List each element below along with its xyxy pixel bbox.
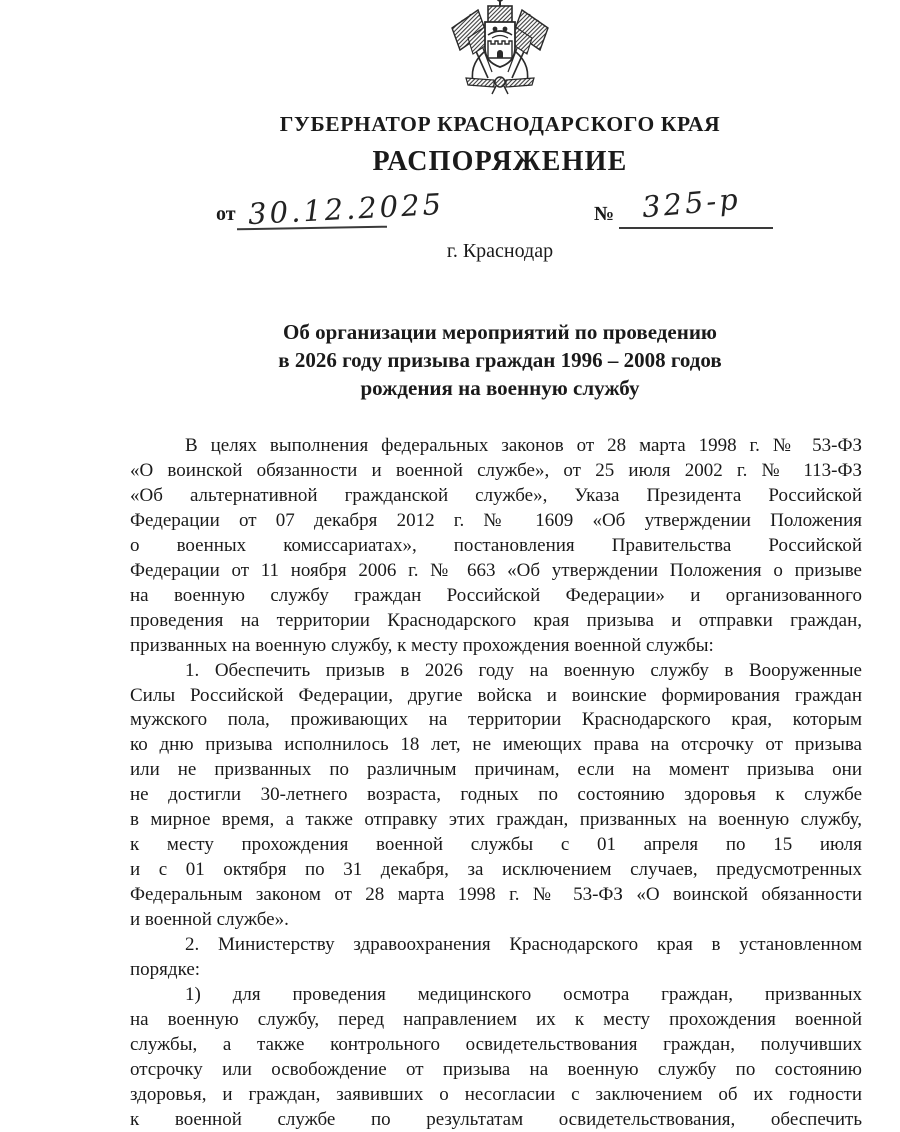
document-title-line: рождения на военную службу bbox=[360, 376, 640, 400]
document-type-heading: РАСПОРЯЖЕНИЕ bbox=[372, 146, 628, 177]
paragraph-2-line-4: ко дню призыва исполнилось 18 лет, не имеющих права на отсрочку от призыва bbox=[130, 734, 862, 756]
paragraph-1-line-2: «О воинской обязанности и военной службе», от 25 июля 2002 г. № 113-ФЗ bbox=[130, 459, 862, 481]
authority-name: ГУБЕРНАТОР КРАСНОДАРСКОГО КРАЯ bbox=[279, 112, 721, 136]
paragraph-2-line-10: Федеральным законом от 28 марта 1998 г. № 53-ФЗ «О воинской обязанности bbox=[130, 884, 862, 906]
coat-of-arms-emblem bbox=[448, 0, 552, 96]
paragraph-2-line-5: или не призванных по различным причинам, если на момент призыва они bbox=[130, 759, 862, 781]
paragraph-2-line-8: к месту прохождения военной службы с 01 апреля по 15 июля bbox=[130, 834, 862, 856]
paragraph-2-line-9: и с 01 октября по 31 декабря, за исключением случаев, предусмотренных bbox=[130, 859, 862, 881]
document-title bbox=[134, 318, 866, 402]
document-title-line: в 2026 году призыва граждан 1996 – 2008 годов bbox=[278, 348, 722, 372]
number-label: № bbox=[594, 203, 615, 225]
paragraph-4-line-6: к военной службе по результатам освидетельствования, обеспечить bbox=[130, 1108, 862, 1130]
paragraph-2-line-6: не достигли 30-летнего возраста, годных по состоянию здоровья к службе bbox=[130, 784, 862, 806]
date-handwritten-value: 30.12.2025 bbox=[247, 186, 445, 232]
paragraph-1-line-6: Федерации от 11 ноября 2006 г. № 663 «Об утверждении Положения о призыве bbox=[130, 559, 862, 581]
paragraph-1-line-3: «Об альтернативной гражданской службе», Указа Президента Российской bbox=[130, 484, 862, 506]
paragraph-1-line-9: призванных на военную службу, к месту прохождения военной службы: bbox=[130, 634, 714, 656]
paragraph-1-line-4: Федерации от 07 декабря 2012 г. № 1609 «Об утверждении Положения bbox=[130, 509, 862, 531]
paragraph-2-line-3: мужского пола, проживающих на территории Краснодарского края, которым bbox=[130, 709, 862, 731]
paragraph-1-line-8: проведения на территории Краснодарского края призыва и отправки граждан, bbox=[130, 609, 862, 631]
paragraph-1-line-7: на военную службу граждан Российской Федерации» и организованного bbox=[130, 584, 862, 606]
paragraph-4-line-4: отсрочку или освобождение от призыва на военную службу по состоянию bbox=[130, 1058, 862, 1080]
paragraph-1-line-1: В целях выполнения федеральных законов от 28 марта 1998 г. № 53-ФЗ bbox=[185, 435, 862, 456]
paragraph-3-line-2: порядке: bbox=[130, 959, 201, 981]
paragraph-4-line-3: службы, а также контрольного освидетельствования граждан, получивших bbox=[130, 1033, 862, 1055]
document-body bbox=[130, 434, 862, 1132]
paragraph-4-line-2: на военную службу, перед направлением их к месту прохождения военной bbox=[130, 1008, 862, 1030]
number-handwritten-value: 325-р bbox=[640, 181, 743, 225]
paragraph-1-line-5: о военных комиссариатах», постановления Правительства Российской bbox=[130, 534, 862, 556]
date-label: от bbox=[216, 203, 236, 225]
paragraph-2-line-1: 1. Обеспечить призыв в 2026 году на военную службу в Вооруженные bbox=[185, 659, 862, 681]
paragraph-2-line-2: Силы Российской Федерации, другие войска и воинские формирования граждан bbox=[130, 684, 862, 706]
paragraph-2-line-11: и военной службе». bbox=[130, 909, 289, 931]
city-line: г. Краснодар bbox=[446, 240, 554, 262]
paragraph-4-line-5: здоровья, и граждан, заявивших о несогласии с заключением об их годности bbox=[130, 1083, 862, 1105]
paragraph-4-line-1: 1) для проведения медицинского осмотра граждан, призванных bbox=[185, 983, 862, 1005]
coat-of-arms-icon bbox=[448, 0, 552, 96]
document-title-line: Об организации мероприятий по проведению bbox=[283, 320, 717, 344]
paragraph-2-line-7: в мирное время, а также отправку этих граждан, призванных на военную службу, bbox=[130, 809, 862, 831]
paragraph-3-line-1: 2. Министерству здравоохранения Краснодарского края в установленном bbox=[185, 934, 862, 956]
number-underline bbox=[619, 227, 773, 229]
